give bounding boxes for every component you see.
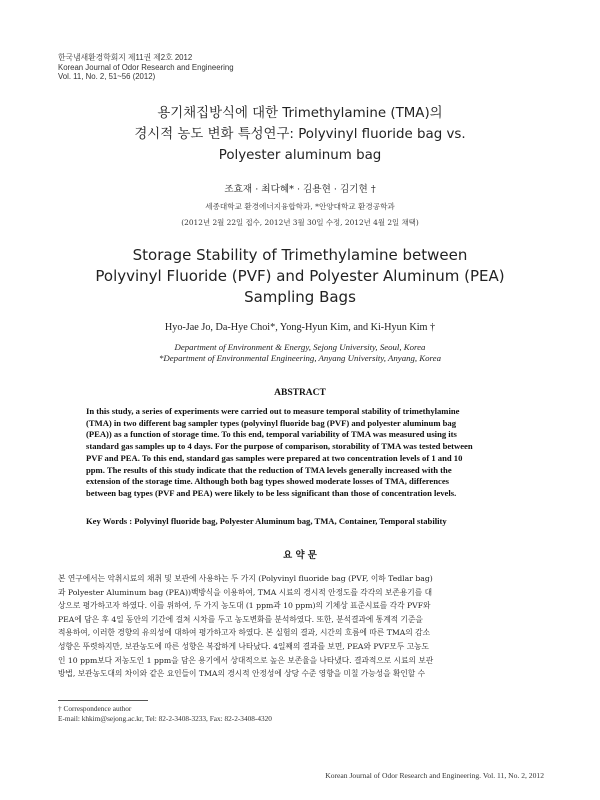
footnote-correspondence: † Correspondence author	[58, 704, 132, 713]
journal-header	[58, 53, 358, 82]
korean-body-line: 방법, 보관농도대의 차이와 같은 요인들이 TMA의 경시적 안정성에 상당 수준 영향을 미칠 가능성을 확인할 수	[58, 669, 426, 679]
english-affiliation	[60, 342, 540, 364]
korean-body-line: 본 연구에서는 악취시료의 채취 및 보관에 사용하는 두 가지 (Polyvinyl fluoride bag (PVF, 이하 Tedlar bag)	[58, 574, 433, 583]
footnote-divider	[58, 700, 148, 701]
abstract-body	[86, 406, 518, 500]
english-title-line: Polyvinyl Fluoride (PVF) and Polyester Aluminum (PEA)	[95, 267, 505, 285]
korean-title-line: Polyester aluminum bag	[218, 148, 382, 163]
journal-header-volume: Vol. 11, No. 2, 51~56 (2012)	[58, 72, 156, 82]
abstract-line: standard gas samples up to 4 days. For the purpose of comparison, storability of TMA was tested between	[86, 441, 473, 452]
korean-body-line: 인 10 ppm보다 저농도인 1 ppm을 담은 용기에서 상대적으로 높은 보존율을 나타냈다. 결과적으로 시료의 보관	[58, 655, 434, 665]
keywords: Key Words : Polyvinyl fluoride bag, Polyester Aluminum bag, TMA, Container, Temporal stability	[86, 516, 447, 526]
korean-body-line: 적용하여, 이러한 경향의 유의성에 대하여 평가하고자 하였다. 본 실험의 결과, 시간의 흐름에 따른 TMA의 감소	[58, 628, 430, 638]
korean-affiliation: 세종대학교 환경에너지융합학과, *안양대학교 환경공학과	[205, 202, 395, 211]
english-authors: Hyo-Jae Jo, Da-Hye Choi*, Yong-Hyun Kim, and Ki-Hyun Kim †	[164, 322, 436, 333]
english-title	[60, 245, 540, 308]
korean-authors: 조효재 · 최다혜* · 김용현 · 김기현 †	[224, 184, 376, 195]
english-title-line: Sampling Bags	[244, 288, 356, 306]
korean-title	[60, 103, 540, 166]
english-title-line: Storage Stability of Trimethylamine between	[132, 246, 468, 264]
abstract-line: PVF and PEA. To this end, standard gas samples were prepared at two concentration levels of 1 and 10	[86, 452, 463, 463]
affiliation-line: Department of Environment & Energy, Sejong University, Seoul, Korea	[174, 342, 426, 352]
korean-abstract-heading: 요 약 문	[283, 550, 317, 561]
affiliation-line: *Department of Environmental Engineering, Anyang University, Anyang, Korea	[159, 353, 441, 363]
footnote-contact: E-mail: khkim@sejong.ac.kr, Tel: 82-2-3408-3233, Fax: 82-2-3408-4320	[58, 713, 272, 723]
korean-body-line: 과 Polyester Aluminum bag (PEA))백방식을 이용하여, TMA 시료의 경시적 안정도를 각각의 보존용기를 대	[58, 587, 433, 597]
korean-abstract-body	[58, 572, 548, 681]
abstract-line: (TMA) in two different bag sampler types (polyvinyl fluoride bag (PVF) and polyester aluminum bag	[86, 417, 457, 428]
abstract-line: between bag types (PVF and PEA) were likely to be less significant than those of concentration levels.	[86, 487, 457, 498]
journal-header-korean: 한국냄새환경학회지 제11권 제2호 2012	[58, 53, 193, 62]
korean-body-line: 성향은 뚜렷하지만, 보관농도에 따른 성향은 복잡하게 나타났다. 4일째의 결과를 보면, PEA와 PVF모두 고농도	[58, 641, 429, 651]
abstract-line: extension of the storage time. Although both bag types showed moderate losses of TMA, differences	[86, 476, 449, 487]
running-footer: Korean Journal of Odor Research and Engineering. Vol. 11, No. 2, 2012	[325, 771, 544, 780]
abstract-line: (PEA)) as a function of storage time. To this end, temporal variability of TMA was measured using its	[86, 429, 457, 440]
footnote	[58, 704, 358, 723]
korean-title-line: 용기채집방식에 대한 Trimethylamine (TMA)의	[157, 106, 443, 121]
korean-title-line: 경시적 농도 변화 특성연구: Polyvinyl fluoride bag vs.	[134, 127, 466, 142]
korean-body-line: 상으로 평가하고자 하였다. 이를 위하여, 두 가지 농도대 (1 ppm과 10 ppm)의 기체상 표준시료를 각각 PVF와	[58, 601, 431, 611]
journal-header-english: Korean Journal of Odor Research and Engineering	[58, 62, 234, 72]
korean-body-line: PEA에 담은 후 4일 동안의 기간에 걸쳐 시차를 두고 농도변화를 분석하였다. 또한, 분석결과에 통계적 기준을	[58, 614, 423, 624]
abstract-line: In this study, a series of experiments were carried out to measure temporal stability of trimethylamine	[86, 406, 460, 416]
abstract-heading: ABSTRACT	[274, 388, 326, 398]
abstract-line: ppm. The results of this study indicate that the reduction of TMA levels generally increased with the	[86, 464, 452, 475]
korean-dates: (2012년 2월 22일 접수, 2012년 3월 30일 수정, 2012년 4월 2일 채택)	[181, 218, 419, 227]
